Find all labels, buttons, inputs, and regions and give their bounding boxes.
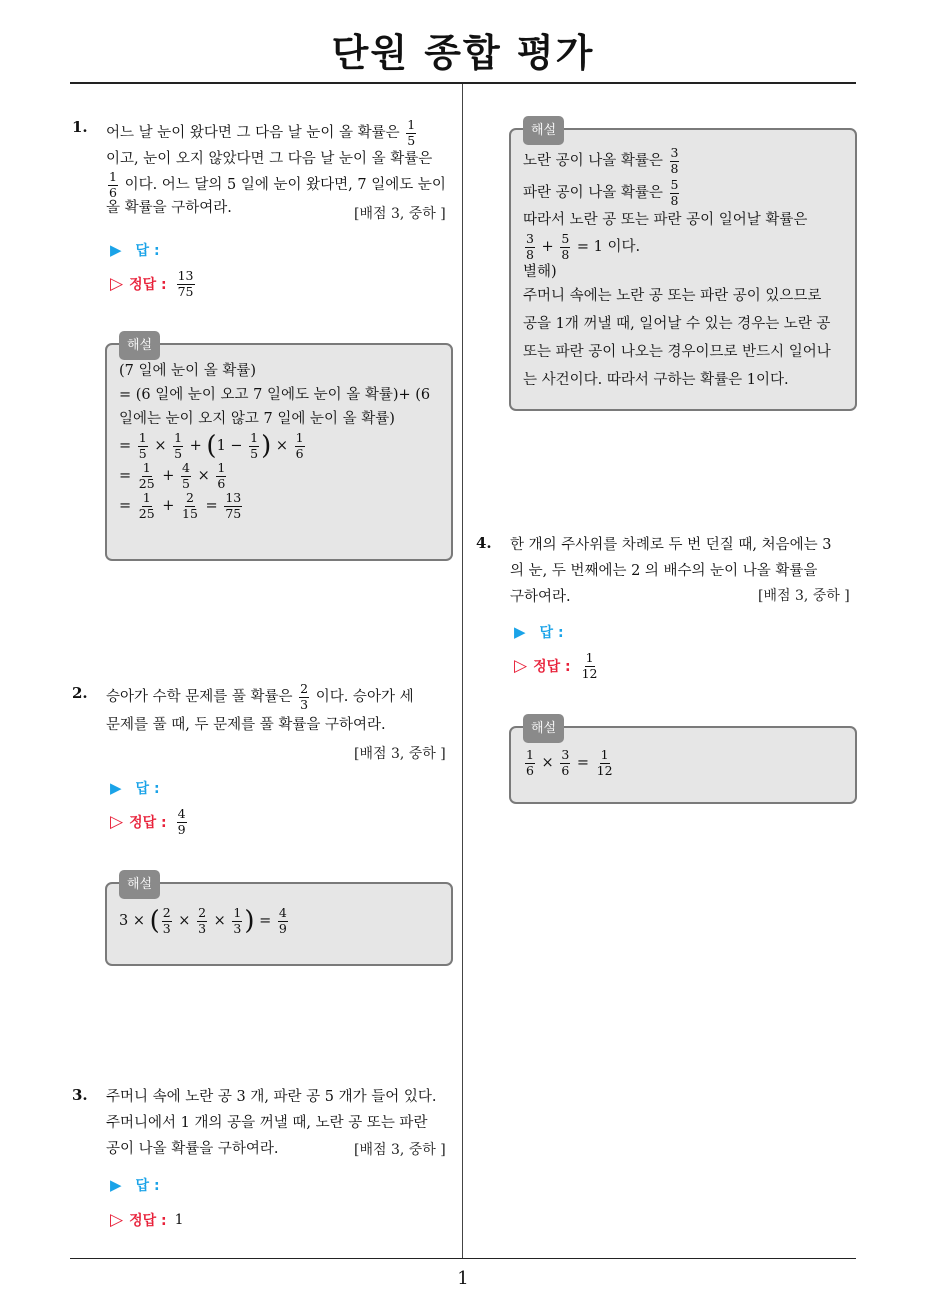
solution-equation: = $\frac{1}{5}$ × $\frac{1}{5}$ + (1 − $\frac{1}{5}$ ) × $\frac{1}{6}$: [119, 430, 304, 461]
outline-arrow-icon: ▷: [110, 812, 124, 832]
key-label: 정답 :: [129, 1213, 167, 1229]
fraction: $\frac{1}{6}$: [109, 169, 117, 200]
question-2-line: 승아가 수학 문제를 풀 확률은: [106, 689, 293, 705]
solution-line: 따라서 노란 공 또는 파란 공이 일어날 확률은: [523, 212, 808, 228]
solution-line: 는 사건이다. 따라서 구하는 확률은 1이다.: [523, 372, 789, 388]
key-value: 1: [174, 1212, 184, 1228]
question-1-points: [배점 3, 중하 ]: [354, 206, 446, 222]
fraction: $\frac{3}{8}$: [670, 145, 679, 176]
key-value: $\frac{13}{75}$: [177, 268, 194, 299]
answer-label: 답 :: [135, 781, 160, 797]
question-4-line: 의 눈, 두 번째에는 2 의 배수의 눈이 나올 확률을: [510, 563, 818, 579]
question-4-points: [배점 3, 중하 ]: [758, 588, 850, 604]
question-3-solution-box: [509, 123, 857, 411]
fraction: $\frac{5}{8}$: [670, 177, 679, 208]
question-3-key-row: [110, 1210, 184, 1230]
question-4-answer-row: [514, 622, 564, 642]
question-1-line: 이다. 어느 달의 5 일에 눈이 왔다면, 7 일에도 눈이: [124, 177, 446, 193]
answer-label: 답 :: [135, 1178, 160, 1194]
solution-line: 별해): [523, 264, 557, 280]
solution-line: 파란 공이 나올 확률은: [523, 185, 663, 201]
header-rule: [70, 82, 856, 84]
question-1-line: 올 확률을 구하여라.: [106, 200, 232, 216]
question-2-number: 2.: [72, 684, 88, 702]
key-label: 정답 :: [533, 659, 571, 675]
question-4-line: 구하여라.: [510, 589, 571, 605]
solution-tag: 해설: [523, 714, 564, 743]
answer-label: 답 :: [135, 243, 160, 259]
question-1-text: [106, 118, 456, 216]
question-1-key-row: [110, 270, 197, 298]
solution-line: = (6 일에 눈이 오고 7 일에도 눈이 올 확률)+ (6: [119, 387, 431, 403]
play-arrow-icon: ▶: [110, 779, 122, 797]
solution-line: 주머니 속에는 노란 공 또는 파란 공이 있으므로: [523, 288, 822, 304]
question-3-points: [배점 3, 중하 ]: [354, 1142, 446, 1158]
key-label: 정답 :: [129, 815, 167, 831]
solution-tag: 해설: [523, 116, 564, 145]
footer-rule: [70, 1258, 856, 1259]
solution-equation: = $\frac{1}{25}$ + $\frac{4}{5}$ × $\frac{1}{6}$: [119, 460, 226, 491]
fraction: $\frac{2}{3}$: [300, 681, 309, 712]
key-value: $\frac{1}{12}$: [581, 650, 598, 681]
play-arrow-icon: ▶: [110, 1176, 122, 1194]
solution-equation: = $\frac{1}{25}$ + $\frac{2}{15}$ = $\frac{13}{75}$: [119, 490, 242, 521]
solution-tag: 해설: [119, 331, 160, 360]
key-value: $\frac{4}{9}$: [177, 806, 186, 837]
fraction: $\frac{1}{5}$: [407, 117, 416, 148]
solution-equation: 3 × ( $\frac{2}{3}$ × $\frac{2}{3}$ × $\frac{1}{3}$ ) = $\frac{4}{9}$: [119, 905, 287, 936]
question-4-line: 한 개의 주사위를 차례로 두 번 던질 때, 처음에는 3: [510, 537, 832, 553]
question-4-solution-box: [509, 721, 857, 804]
answer-label: 답 :: [539, 625, 564, 641]
question-3-line: 공이 나올 확률을 구하여라.: [106, 1141, 279, 1157]
question-2-answer-row: [110, 778, 160, 798]
question-1-answer-row: [110, 240, 160, 260]
play-arrow-icon: ▶: [514, 623, 526, 641]
question-1-line: 어느 날 눈이 왔다면 그 다음 날 눈이 올 확률은: [106, 125, 400, 141]
solution-equation: $\frac{1}{6}$ × $\frac{3}{6}$ = $\frac{1}{12}$: [526, 747, 613, 778]
question-3-number: 3.: [72, 1086, 88, 1104]
play-arrow-icon: ▶: [110, 241, 122, 259]
question-2-solution-box: [105, 877, 453, 966]
solution-line: 또는 파란 공이 나오는 경우이므로 반드시 일어나: [523, 344, 831, 360]
solution-line: (7 일에 눈이 올 확률): [119, 363, 257, 379]
question-3-line: 주머니 속에 노란 공 3 개, 파란 공 5 개가 들어 있다.: [106, 1089, 437, 1105]
page-title: 단원 종합 평가: [331, 31, 595, 75]
page-number: 1: [457, 1268, 469, 1289]
outline-arrow-icon: ▷: [110, 1210, 124, 1230]
question-2-text: [106, 682, 456, 738]
question-3-line: 주머니에서 1 개의 공을 꺼낼 때, 노란 공 또는 파란: [106, 1115, 428, 1131]
question-2-line: 이다. 승아가 세: [315, 689, 414, 705]
question-2-points: [배점 3, 중하 ]: [354, 746, 446, 762]
question-3-answer-row: [110, 1175, 160, 1195]
solution-tag: 해설: [119, 870, 160, 899]
solution-equation: $\frac{3}{8}$ + $\frac{5}{8}$ = 1 이다.: [526, 231, 641, 262]
solution-line: 일에는 눈이 오지 않고 7 일에 눈이 올 확률): [119, 411, 395, 427]
question-2-line: 문제를 풀 때, 두 문제를 풀 확률을 구하여라.: [106, 717, 386, 733]
solution-line: 노란 공이 나올 확률은: [523, 153, 663, 169]
question-1-line: 이고, 눈이 오지 않았다면 그 다음 날 눈이 올 확률은: [106, 151, 433, 167]
column-divider: [462, 84, 463, 1258]
question-4-key-row: [514, 652, 601, 680]
question-2-key-row: [110, 808, 189, 836]
key-label: 정답 :: [129, 277, 167, 293]
outline-arrow-icon: ▷: [110, 274, 124, 294]
question-4-number: 4.: [476, 534, 492, 552]
question-1-solution-box: [105, 338, 453, 561]
question-1-number: 1.: [72, 118, 88, 136]
solution-line: 공을 1개 꺼낼 때, 일어날 수 있는 경우는 노란 공: [523, 316, 831, 332]
outline-arrow-icon: ▷: [514, 656, 528, 676]
solution-line: 이다.: [607, 239, 641, 255]
